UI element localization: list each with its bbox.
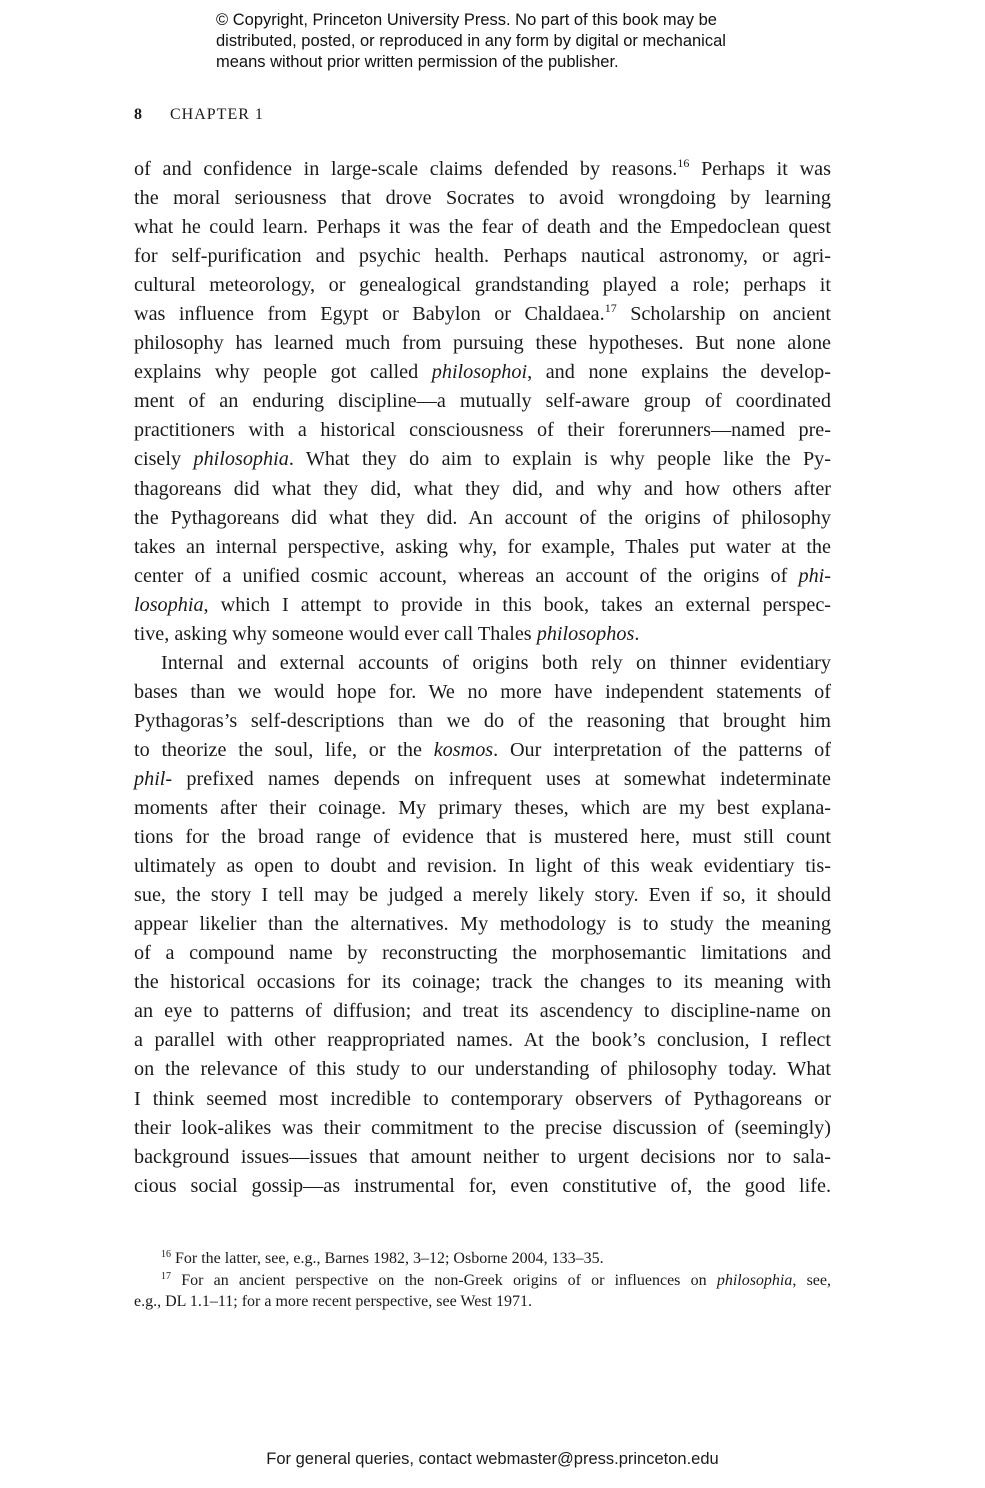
text-line: of a compound name by reconstructing the morphosemantic limitations and: [134, 942, 831, 965]
chapter-label: CHAPTER 1: [170, 106, 264, 123]
copyright-notice: [216, 10, 816, 73]
footnote-number: 17: [161, 1270, 171, 1282]
text-line: the Pythagoreans did what they did. An account of the origins of philosophy: [134, 506, 831, 529]
text-line: the historical occasions for its coinage; track the changes to its meaning with: [134, 971, 831, 994]
text-line: Pythagoras’s self-descriptions than we do of the reasoning that brought him: [134, 709, 831, 732]
text-line: cisely philosophia. What they do aim to explain is why people like the Py-: [134, 448, 831, 471]
text-line: practitioners with a historical consciousness of their forerunners—named pre-: [134, 419, 831, 442]
footnotes: [134, 1248, 831, 1313]
text-line: losophia, which I attempt to provide in this book, takes an external perspec-: [134, 593, 831, 616]
text-line: moments after their coinage. My primary theses, which are my best explana-: [134, 797, 831, 820]
text-line: appear likelier than the alternatives. My methodology is to study the meaning: [134, 913, 831, 936]
footnote-16: $^{16}$ For the latter, see, e.g., Barnes 1982, 3–12; Osborne 2004, 133–35.: [161, 1249, 604, 1267]
text-line: to theorize the soul, life, or the kosmos. Our interpretation of the patterns of: [134, 738, 831, 761]
page-number: 8: [134, 106, 142, 123]
copyright-line: © Copyright, Princeton University Press. No part of this book may be: [216, 11, 717, 29]
text-line: what he could learn. Perhaps it was the fear of death and the Empedoclean quest: [134, 216, 831, 239]
copyright-line: means without prior written permission of the publisher.: [216, 53, 619, 71]
text-line: phil- prefixed names depends on infrequent uses at somewhat indeterminate: [134, 767, 831, 790]
footnote-17: $^{17}$ For an ancient perspective on the non-Greek origins of or influences on philosophia, see,: [161, 1270, 832, 1289]
text-line: for self-purification and psychic health. Perhaps nautical astronomy, or agri-: [134, 245, 831, 268]
text-line: on the relevance of this study to our understanding of philosophy today. What: [134, 1058, 831, 1081]
text-line: tive, asking why someone would ever call Thales philosophos.: [134, 622, 640, 645]
text-line: of and confidence in large-scale claims defended by reasons.$^{16}$ Perhaps it was: [134, 156, 831, 180]
text-line: cious social gossip—as instrumental for, even constitutive of, the good life.: [134, 1174, 831, 1197]
text-line: was influence from Egypt or Babylon or Chaldaea.$^{17}$ Scholarship on ancient: [134, 301, 831, 326]
footnote-17-continued: e.g., DL 1.1–11; for a more recent perspective, see West 1971.: [134, 1293, 532, 1310]
text-line: thagoreans did what they did, what they did, and why and how others after: [134, 477, 831, 500]
text-line: explains why people got called philosophoi, and none explains the develop-: [134, 361, 831, 384]
text-line: their look-alikes was their commitment to the precise discussion of (seemingly): [134, 1116, 831, 1139]
copyright-line: distributed, posted, or reproduced in any form by digital or mechanical: [216, 32, 726, 50]
body-text: [134, 155, 831, 1201]
text-line: a parallel with other reappropriated names. At the book’s conclusion, I reflect: [134, 1029, 831, 1052]
text-line: ultimately as open to doubt and revision. In light of this weak evidentiary tis-: [134, 855, 831, 878]
text-line: center of a unified cosmic account, whereas an account of the origins of phi-: [134, 564, 831, 587]
text-line: tions for the broad range of evidence that is mustered here, must still count: [134, 826, 831, 849]
text-line: Internal and external accounts of origins both rely on thinner evidentiary: [161, 651, 831, 674]
text-line: bases than we would hope for. We no more have independent statements of: [134, 680, 831, 703]
footnote-ref[interactable]: 17: [604, 301, 617, 316]
text-line: the moral seriousness that drove Socrates to avoid wrongdoing by learning: [134, 187, 831, 210]
text-line: I think seemed most incredible to contemporary observers of Pythagoreans or: [134, 1087, 831, 1110]
text-line: an eye to patterns of diffusion; and treat its ascendency to discipline-name on: [134, 1000, 831, 1023]
running-head: [134, 104, 264, 126]
text-line: philosophy has learned much from pursuing these hypotheses. But none alone: [134, 332, 831, 355]
footnote-number: 16: [161, 1249, 171, 1260]
footnote-ref[interactable]: 16: [677, 156, 690, 170]
text-line: ment of an enduring discipline—a mutually self-aware group of coordinated: [134, 390, 831, 413]
text-line: takes an internal perspective, asking why, for example, Thales put water at the: [134, 535, 831, 558]
text-line: sue, the story I tell may be judged a merely likely story. Even if so, it should: [134, 884, 831, 907]
contact-footer: For general queries, contact webmaster@press.princeton.edu: [266, 1450, 719, 1468]
text-line: cultural meteorology, or genealogical grandstanding played a role; perhaps it: [134, 274, 831, 297]
text-line: background issues—issues that amount neither to urgent decisions nor to sala-: [134, 1145, 831, 1168]
